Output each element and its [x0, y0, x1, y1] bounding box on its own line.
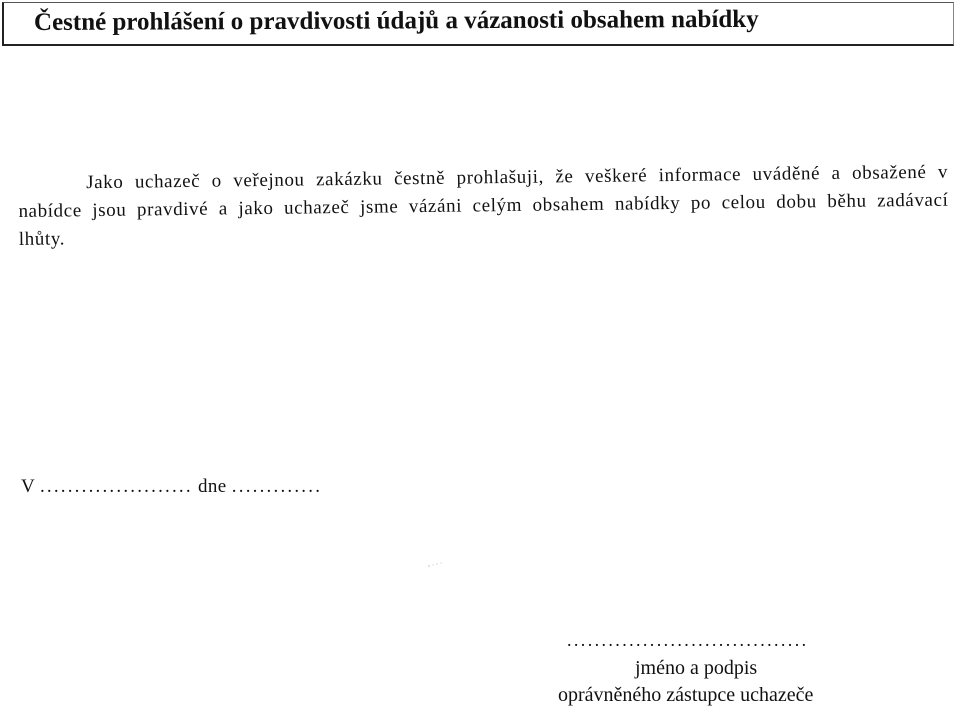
place-blank: ...................... — [39, 476, 193, 497]
place-prefix: V — [21, 476, 35, 497]
signature-blank: ................................... — [567, 630, 809, 650]
title-box — [2, 2, 954, 46]
signature-label-name: jméno a podpis — [635, 657, 758, 679]
declaration-paragraph: Jako uchazeč o veřejnou zakázku čestně prohlašuji, že veškeré informace uváděné a obsažené v nabídce jsou pravdivé a jako uchazeč jsme vázáni celým obsahem nabídky po celou dobu běhu zadávací lhůty. — [18, 161, 949, 250]
place-date-line — [21, 474, 322, 500]
date-prefix: dne — [198, 476, 227, 497]
signature-label-role: oprávněného zástupce uchazeče — [558, 684, 814, 706]
document-title: Čestné prohlášení o pravdivosti údajů a vázanosti obsahem nabídky — [33, 5, 759, 36]
scan-speck — [427, 562, 443, 568]
date-blank: ............. — [231, 476, 323, 497]
